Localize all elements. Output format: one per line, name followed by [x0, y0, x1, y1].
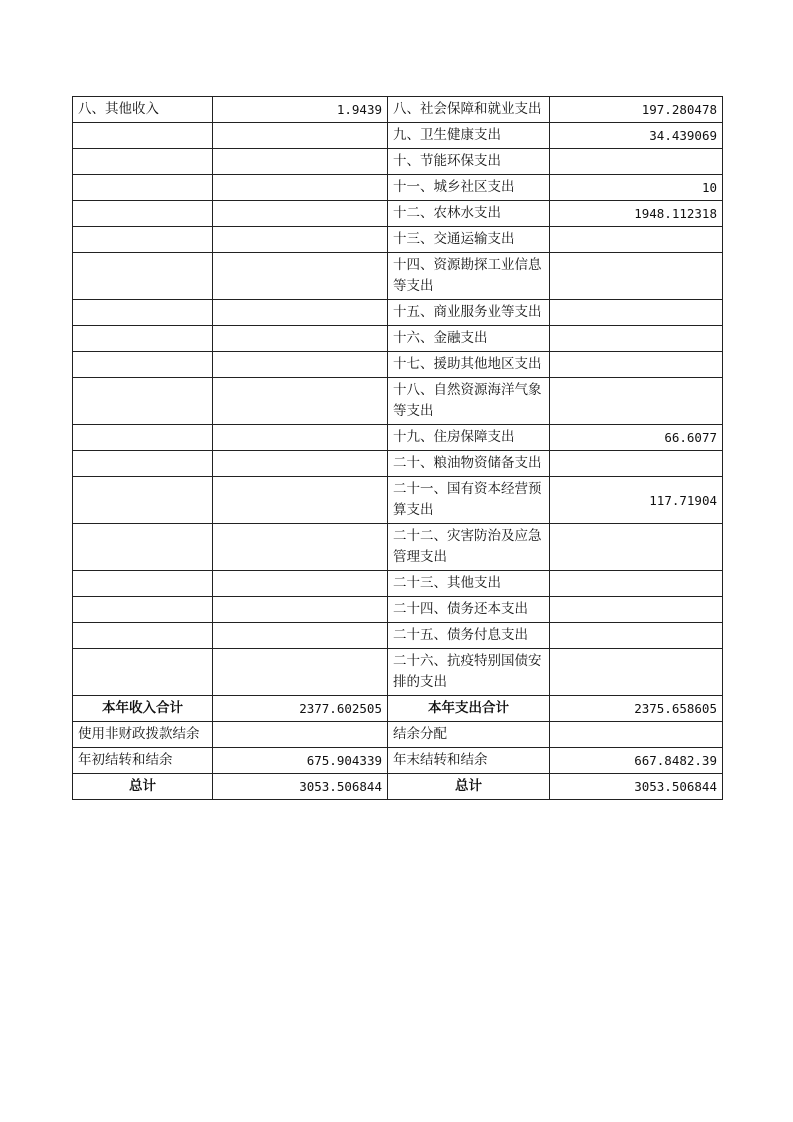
- income-item: [73, 253, 213, 300]
- income-value: [213, 477, 388, 524]
- income-item: [73, 123, 213, 149]
- table-row: [73, 477, 723, 524]
- income-value: [213, 123, 388, 149]
- expense-value: 34.439069: [550, 123, 723, 149]
- table-row: [73, 352, 723, 378]
- closing-balance-label: 年末结转和结余: [388, 748, 550, 774]
- income-value: [213, 425, 388, 451]
- expense-item: 十六、金融支出: [388, 326, 550, 352]
- expense-value: [550, 571, 723, 597]
- expense-item: 十二、农林水支出: [388, 201, 550, 227]
- table-row: [73, 201, 723, 227]
- table-body: [73, 97, 723, 800]
- income-total-value: 3053.506844: [213, 774, 388, 800]
- expense-value: [550, 451, 723, 477]
- expense-value: [550, 300, 723, 326]
- expense-item: 八、社会保障和就业支出: [388, 97, 550, 123]
- income-item: [73, 352, 213, 378]
- expense-item: 二十五、债务付息支出: [388, 623, 550, 649]
- income-item: [73, 571, 213, 597]
- expense-value: 66.6077: [550, 425, 723, 451]
- income-value: [213, 451, 388, 477]
- non-fiscal-value: [213, 722, 388, 748]
- opening-balance-value: 675.904339: [213, 748, 388, 774]
- table-row: [73, 649, 723, 696]
- income-value: [213, 378, 388, 425]
- income-subtotal-value: 2377.602505: [213, 696, 388, 722]
- expense-value: [550, 378, 723, 425]
- table-row: [73, 300, 723, 326]
- expense-item: 十、节能环保支出: [388, 149, 550, 175]
- table-row: [73, 597, 723, 623]
- expense-item: 十八、自然资源海洋气象等支出: [388, 378, 550, 425]
- expense-item: 二十二、灾害防治及应急管理支出: [388, 524, 550, 571]
- income-value: [213, 326, 388, 352]
- expense-item: 二十、粮油物资储备支出: [388, 451, 550, 477]
- table-row: [73, 149, 723, 175]
- income-item: [73, 227, 213, 253]
- expense-item: 十四、资源勘探工业信息等支出: [388, 253, 550, 300]
- income-item: [73, 378, 213, 425]
- expense-item: 二十四、债务还本支出: [388, 597, 550, 623]
- expense-value: [550, 253, 723, 300]
- table-row: [73, 97, 723, 123]
- expense-item: 二十六、抗疫特别国债安排的支出: [388, 649, 550, 696]
- income-item: [73, 300, 213, 326]
- expense-value: [550, 649, 723, 696]
- expense-item: 九、卫生健康支出: [388, 123, 550, 149]
- expense-value: [550, 352, 723, 378]
- income-item: [73, 524, 213, 571]
- carryover-row: [73, 748, 723, 774]
- table-row: [73, 451, 723, 477]
- income-item: [73, 425, 213, 451]
- income-value: [213, 649, 388, 696]
- table-row: [73, 326, 723, 352]
- table-row: [73, 571, 723, 597]
- expense-subtotal-label: 本年支出合计: [388, 696, 550, 722]
- income-value: [213, 623, 388, 649]
- income-value: [213, 524, 388, 571]
- income-item: [73, 149, 213, 175]
- expense-item: 十九、住房保障支出: [388, 425, 550, 451]
- expense-value: [550, 597, 723, 623]
- table-row: [73, 253, 723, 300]
- income-item: [73, 597, 213, 623]
- income-value: [213, 571, 388, 597]
- income-value: [213, 597, 388, 623]
- expense-item: 十一、城乡社区支出: [388, 175, 550, 201]
- table-row: [73, 175, 723, 201]
- table-row: [73, 425, 723, 451]
- total-row: [73, 774, 723, 800]
- non-fiscal-label: 使用非财政拨款结余: [73, 722, 213, 748]
- budget-table: [72, 96, 723, 800]
- table-row: [73, 623, 723, 649]
- expense-total-value: 3053.506844: [550, 774, 723, 800]
- table-row: [73, 227, 723, 253]
- income-value: 1.9439: [213, 97, 388, 123]
- expense-value: [550, 227, 723, 253]
- income-subtotal-label: 本年收入合计: [73, 696, 213, 722]
- income-item: [73, 175, 213, 201]
- expense-total-label: 总计: [388, 774, 550, 800]
- expense-value: [550, 524, 723, 571]
- income-value: [213, 175, 388, 201]
- expense-item: 二十三、其他支出: [388, 571, 550, 597]
- income-item: 八、其他收入: [73, 97, 213, 123]
- income-item: [73, 477, 213, 524]
- income-value: [213, 201, 388, 227]
- expense-value: 197.280478: [550, 97, 723, 123]
- income-item: [73, 451, 213, 477]
- income-item: [73, 326, 213, 352]
- surplus-distribution-value: [550, 722, 723, 748]
- table-row: [73, 524, 723, 571]
- income-value: [213, 227, 388, 253]
- expense-value: 10: [550, 175, 723, 201]
- expense-item: 十五、商业服务业等支出: [388, 300, 550, 326]
- income-item: [73, 649, 213, 696]
- income-value: [213, 149, 388, 175]
- income-value: [213, 352, 388, 378]
- income-item: [73, 623, 213, 649]
- expense-value: 1948.112318: [550, 201, 723, 227]
- non-fiscal-row: [73, 722, 723, 748]
- expense-item: 十三、交通运输支出: [388, 227, 550, 253]
- table-row: [73, 123, 723, 149]
- expense-value: [550, 149, 723, 175]
- expense-item: 二十一、国有资本经营预算支出: [388, 477, 550, 524]
- income-item: [73, 201, 213, 227]
- expense-subtotal-value: 2375.658605: [550, 696, 723, 722]
- expense-value: [550, 326, 723, 352]
- expense-value: [550, 623, 723, 649]
- expense-value: 117.71904: [550, 477, 723, 524]
- opening-balance-label: 年初结转和结余: [73, 748, 213, 774]
- table-row: [73, 378, 723, 425]
- expense-item: 十七、援助其他地区支出: [388, 352, 550, 378]
- income-total-label: 总计: [73, 774, 213, 800]
- subtotal-row: [73, 696, 723, 722]
- income-value: [213, 253, 388, 300]
- surplus-distribution-label: 结余分配: [388, 722, 550, 748]
- income-value: [213, 300, 388, 326]
- closing-balance-value: 667.8482.39: [550, 748, 723, 774]
